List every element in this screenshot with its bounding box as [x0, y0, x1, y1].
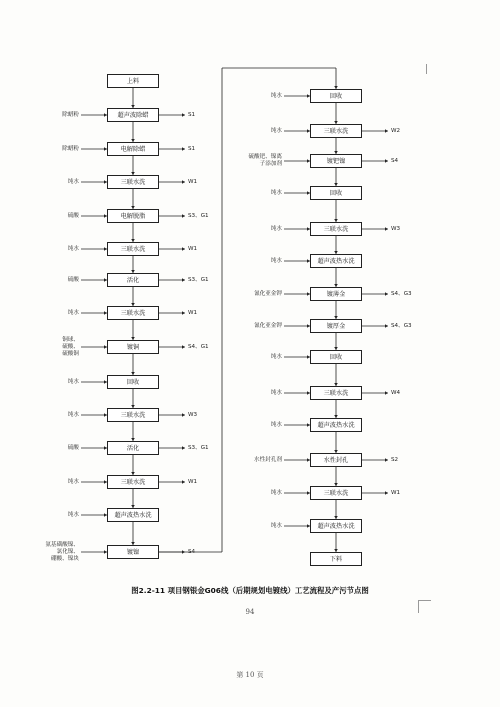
right-step-box: 镀厚金	[310, 319, 362, 333]
left-input-label: 纯水	[67, 478, 79, 485]
right-output-arrow-arrowhead	[385, 491, 388, 495]
left-output-arrow-arrowhead	[182, 113, 185, 117]
right-step-box: 三联水洗	[310, 386, 362, 400]
left-output-arrow-arrowhead	[182, 278, 185, 282]
right-input-label: 纯水	[270, 92, 282, 99]
left-input-label: 硫酸	[67, 444, 79, 451]
right-output-label: S4、G3	[391, 322, 412, 329]
left-input-label: 纯水	[67, 178, 79, 185]
right-input-label: 纯水	[270, 257, 282, 264]
right-step-box: 回收	[310, 89, 362, 103]
left-output-label: S3、G1	[188, 444, 209, 451]
left-output-label: S3、G1	[188, 276, 209, 283]
left-output-arrow-arrowhead	[182, 413, 185, 417]
left-step-box: 镀镍	[107, 545, 159, 559]
left-input-label: 纯水	[67, 245, 79, 252]
right-input-label: 纯水	[270, 225, 282, 232]
left-input-label: 纯水	[67, 309, 79, 316]
right-input-label: 氰化亚金钾	[254, 290, 282, 297]
left-output-label: W3	[188, 411, 198, 418]
left-output-arrow-arrowhead	[182, 214, 185, 218]
left-step-box: 超声波热水洗	[107, 508, 159, 522]
left-step-box: 上料	[107, 74, 159, 88]
left-output-arrow-arrowhead	[182, 480, 185, 484]
right-output-label: W3	[391, 225, 401, 232]
left-output-label: W1	[188, 178, 198, 185]
left-output-label: W1	[188, 478, 198, 485]
left-output-arrow-arrowhead	[182, 446, 185, 450]
left-step-box: 三联水洗	[107, 306, 159, 320]
right-input-label: 纯水	[270, 421, 282, 428]
left-step-box: 电解脱脂	[107, 209, 159, 223]
right-step-box: 镀钯镍	[310, 154, 362, 168]
left-input-label: 除蜡粉	[62, 145, 79, 152]
left-output-arrow-arrowhead	[182, 311, 185, 315]
left-output-label: W1	[188, 245, 198, 252]
left-output-arrow-arrowhead	[182, 147, 185, 151]
left-step-box: 镀铜	[107, 340, 159, 354]
left-input-label: 硫酸	[67, 212, 79, 219]
right-step-box: 水性封孔	[310, 453, 362, 467]
left-input-label: 纯水	[67, 511, 79, 518]
right-input-label: 纯水	[270, 189, 282, 196]
left-output-label: W1	[188, 309, 198, 316]
left-step-box: 电解除蜡	[107, 142, 159, 156]
right-step-box: 下料	[310, 552, 362, 566]
right-output-arrow-arrowhead	[385, 324, 388, 328]
right-step-box: 超声波热水洗	[310, 418, 362, 432]
right-output-arrow-arrowhead	[385, 458, 388, 462]
right-output-label: W4	[391, 389, 401, 396]
right-output-arrow-arrowhead	[385, 129, 388, 133]
left-input-label: 纯水	[67, 378, 79, 385]
right-output-label: W2	[391, 127, 401, 134]
left-step-box: 三联水洗	[107, 175, 159, 189]
right-step-box: 超声波热水洗	[310, 519, 362, 533]
left-step-box: 三联水洗	[107, 242, 159, 256]
right-input-label: 纯水	[270, 353, 282, 360]
left-input-label: 硫酸铜	[62, 350, 79, 357]
left-input-label: 除蜡粉	[62, 111, 79, 118]
right-output-arrow-arrowhead	[385, 391, 388, 395]
left-step-box: 三联水洗	[107, 475, 159, 489]
left-output-arrow-arrowhead	[182, 247, 185, 251]
right-input-label: 纯水	[270, 522, 282, 529]
left-output-label: S1	[188, 111, 196, 118]
page-footer: 第 10 页	[236, 671, 264, 679]
left-input-label: 纯水	[67, 411, 79, 418]
left-step-box: 三联水洗	[107, 408, 159, 422]
right-step-box: 回收	[310, 350, 362, 364]
left-step-box: 回收	[107, 375, 159, 389]
corner-mark-bottom-right	[418, 600, 431, 613]
left-step-box: 超声波除蜡	[107, 108, 159, 122]
left-step-box: 活化	[107, 273, 159, 287]
left-input-label: 氯化镍、	[56, 548, 79, 555]
right-output-arrow-arrowhead	[385, 159, 388, 163]
left-input-label: 硫酸、	[62, 343, 79, 350]
right-step-box: 超声波热水洗	[310, 254, 362, 268]
right-input-label: 水性封孔剂	[254, 456, 282, 463]
right-step-box: 回收	[310, 186, 362, 200]
left-input-label: 铜球、	[62, 336, 79, 343]
left-output-label: S4、G1	[188, 343, 209, 350]
right-step-box: 镀薄金	[310, 287, 362, 301]
right-step-box: 三联水洗	[310, 222, 362, 236]
right-output-label: S2	[391, 456, 399, 463]
left-input-label: 硼酸、镍块	[51, 555, 79, 562]
right-output-label: S4	[391, 157, 399, 164]
right-step-box: 三联水洗	[310, 124, 362, 138]
right-input-label: 子添加剂	[259, 161, 282, 167]
left-input-label: 氨基磺酸镍、	[45, 541, 79, 548]
left-output-arrow-arrowhead	[182, 180, 185, 184]
left-input-label: 硫酸	[67, 276, 79, 283]
right-output-arrow-arrowhead	[385, 292, 388, 296]
right-step-box: 三联水洗	[310, 486, 362, 500]
right-input-label: 纯水	[270, 389, 282, 396]
left-output-label: S4	[188, 548, 196, 555]
left-step-box: 活化	[107, 441, 159, 455]
right-input-label: 纯水	[270, 489, 282, 496]
left-output-label: S1	[188, 145, 196, 152]
right-output-label: W1	[391, 489, 401, 496]
corner-mark-top-right	[412, 64, 427, 74]
right-input-label: 氰化亚金钾	[254, 322, 282, 329]
right-output-label: S4、G3	[391, 290, 412, 297]
left-output-arrow-arrowhead	[182, 345, 185, 349]
inner-page-number: 94	[245, 608, 255, 616]
figure-caption: 图2.2-11 项目钢银金G06线（后期规划电镀线）工艺流程及产污节点图	[131, 586, 369, 595]
right-output-arrow-arrowhead	[385, 227, 388, 231]
left-output-label: S3、G1	[188, 212, 209, 219]
right-input-label: 纯水	[270, 127, 282, 134]
right-input-label: 硫酸钯、镍离	[248, 154, 282, 160]
